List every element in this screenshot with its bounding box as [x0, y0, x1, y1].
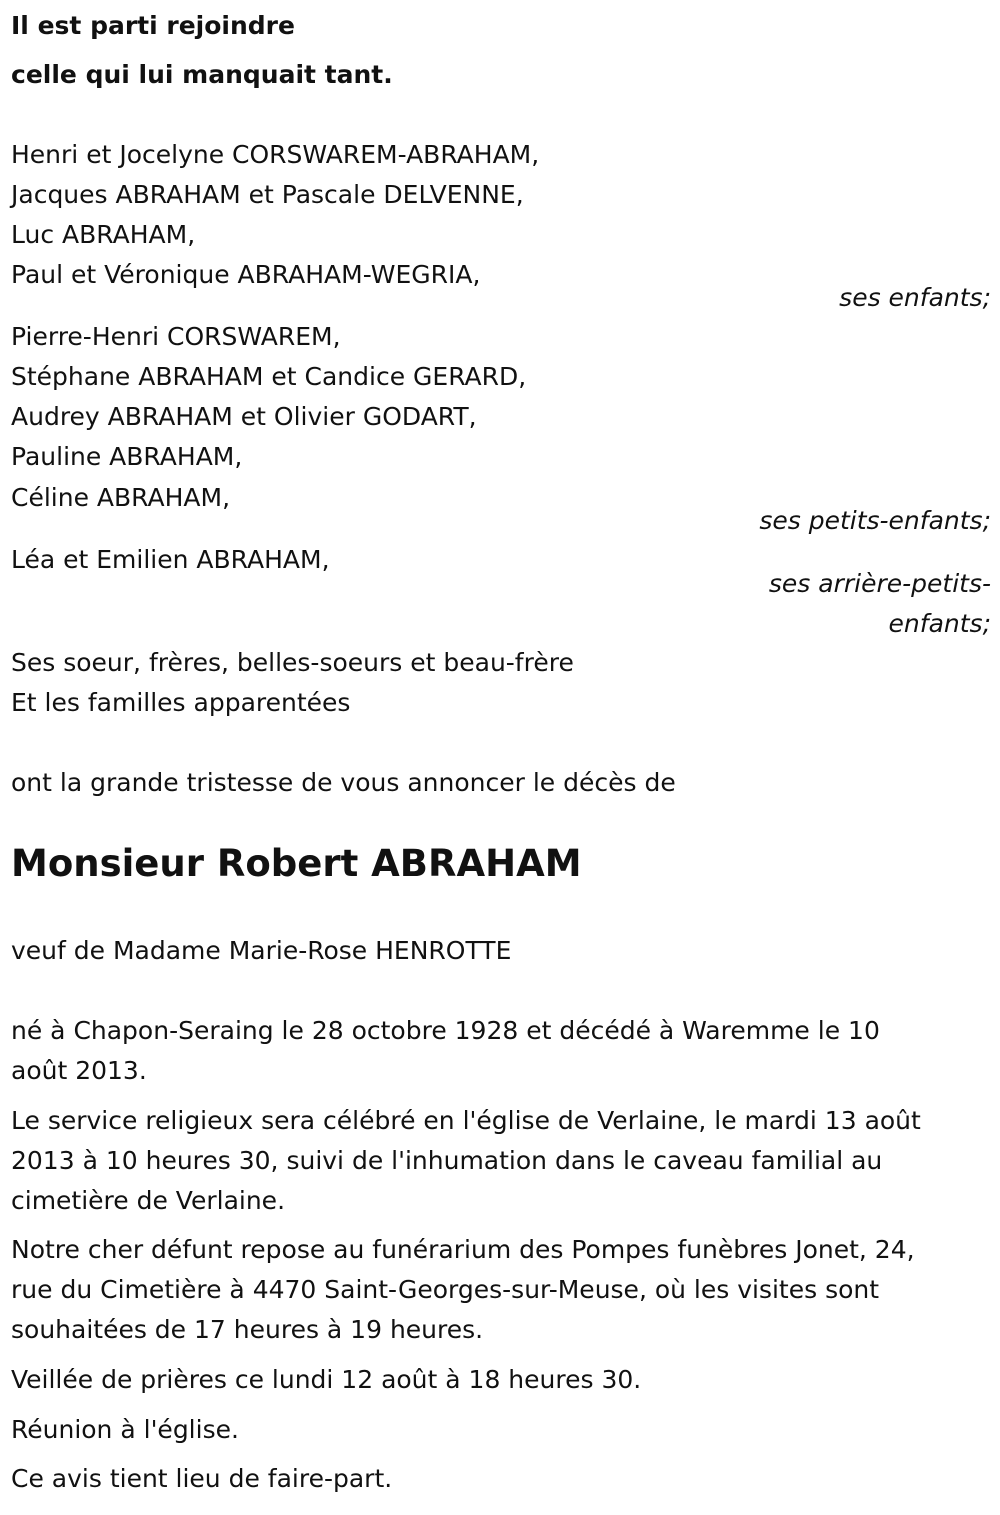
announcement-text: ont la grande tristesse de vous annoncer le décès de	[11, 768, 676, 797]
service-line: cimetière de Verlaine.	[11, 1186, 286, 1215]
grandchild-name: Pierre-Henri CORSWAREM,	[11, 322, 341, 351]
birth-death-line: né à Chapon-Seraing le 28 octobre 1928 et décédé à Waremme le 10	[11, 1016, 880, 1045]
notice-text: Ce avis tient lieu de faire-part.	[11, 1464, 393, 1493]
great-grandchildren-role-line-2: enfants;	[888, 609, 991, 638]
vigil-text: Veillée de prières ce lundi 12 août à 18 heures 30.	[11, 1365, 642, 1394]
children-role: ses enfants;	[839, 283, 991, 312]
child-name: Henri et Jocelyne CORSWAREM-ABRAHAM,	[11, 140, 540, 169]
repose-line: rue du Cimetière à 4470 Saint-Georges-sur-Meuse, où les visites sont	[11, 1275, 880, 1304]
service-line: 2013 à 10 heures 30, suivi de l'inhumation dans le caveau familial au	[11, 1146, 883, 1175]
intro-line-2: celle qui lui manquait tant.	[11, 60, 393, 89]
intro-line-1: Il est parti rejoindre	[11, 11, 295, 40]
grandchild-name: Céline ABRAHAM,	[11, 483, 231, 512]
child-name: Luc ABRAHAM,	[11, 220, 196, 249]
birth-death-line: août 2013.	[11, 1056, 147, 1085]
child-name: Paul et Véronique ABRAHAM-WEGRIA,	[11, 260, 481, 289]
grandchild-name: Pauline ABRAHAM,	[11, 442, 243, 471]
great-grandchild-name: Léa et Emilien ABRAHAM,	[11, 545, 330, 574]
grandchild-name: Stéphane ABRAHAM et Candice GERARD,	[11, 362, 527, 391]
great-grandchildren-role-line-1: ses arrière-petits-	[768, 569, 991, 598]
meeting-text: Réunion à l'église.	[11, 1415, 239, 1444]
family-line-2: Et les familles apparentées	[11, 688, 351, 717]
grandchildren-role: ses petits-enfants;	[759, 506, 991, 535]
grandchild-name: Audrey ABRAHAM et Olivier GODART,	[11, 402, 477, 431]
deceased-name: Monsieur Robert ABRAHAM	[11, 842, 582, 885]
service-line: Le service religieux sera célébré en l'église de Verlaine, le mardi 13 août	[11, 1106, 921, 1135]
child-name: Jacques ABRAHAM et Pascale DELVENNE,	[11, 180, 524, 209]
family-line-1: Ses soeur, frères, belles-soeurs et beau-frère	[11, 648, 574, 677]
spouse-text: veuf de Madame Marie-Rose HENROTTE	[11, 936, 512, 965]
repose-line: souhaitées de 17 heures à 19 heures.	[11, 1315, 484, 1344]
repose-line: Notre cher défunt repose au funérarium des Pompes funèbres Jonet, 24,	[11, 1235, 915, 1264]
